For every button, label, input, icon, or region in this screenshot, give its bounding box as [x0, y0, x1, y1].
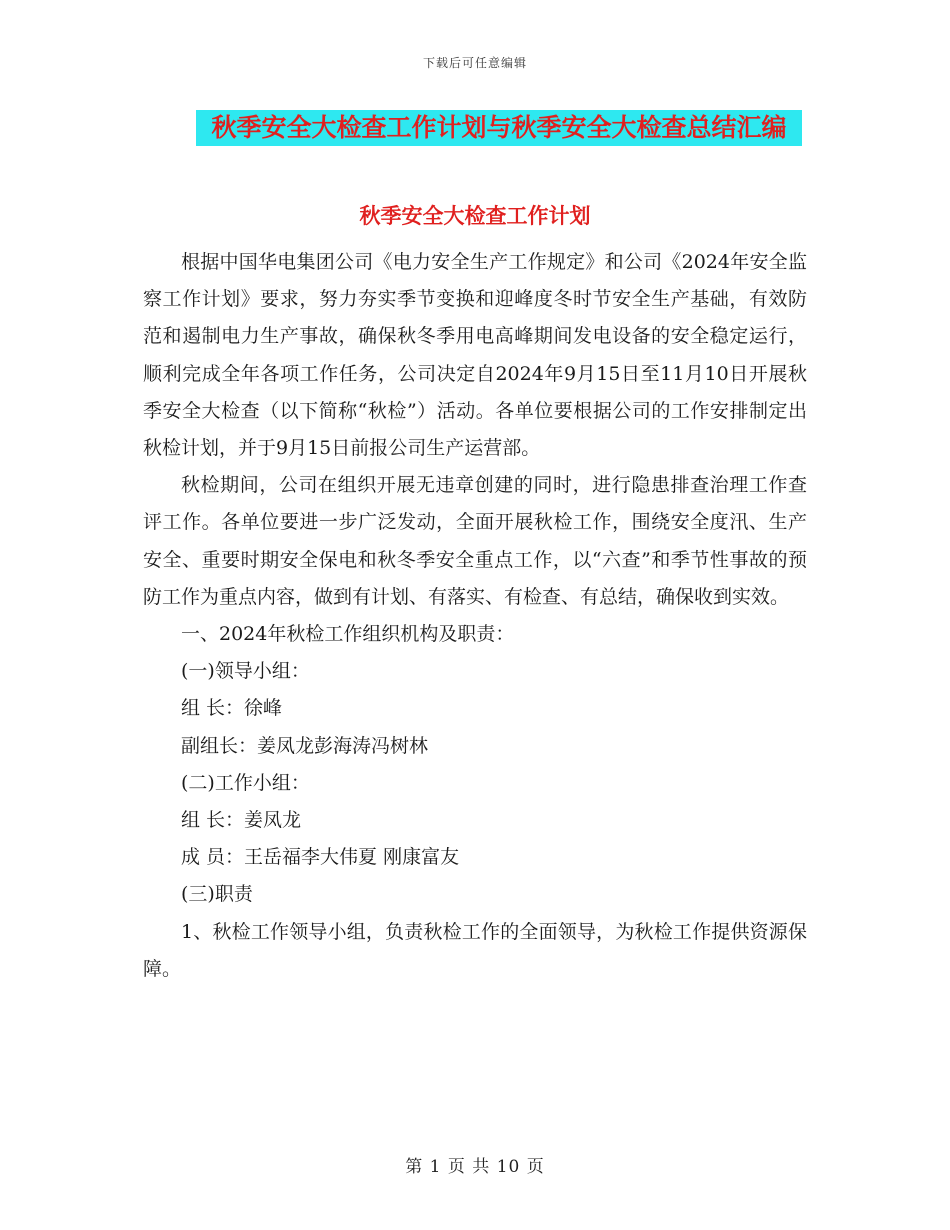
paragraph: 根据中国华电集团公司《电力安全生产工作规定》和公司《2024年安全监察工作计划》要求，努力夯实季节变换和迎峰度冬时节安全生产基础，有效防范和遏制电力生产事故，确保秋冬季用电高峰期间发电设备的安全稳定运行，顺利完成全年各项工作任务，公司决定自2024年9月15日至11月10日开展秋季安全大检查（以下简称“秋检”）活动。各单位要根据公司的工作安排制定出秋检计划，并于9月15日前报公司生产运营部。	[143, 251, 807, 460]
list-item: 组 长：徐峰	[181, 697, 283, 720]
header-note: 下载后可任意编辑	[422, 56, 527, 70]
section-heading: 一、2024年秋检工作组织机构及职责：	[181, 623, 515, 646]
list-item: 组 长：姜凤龙	[181, 809, 302, 832]
paragraph: 1、秋检工作领导小组，负责秋检工作的全面领导，为秋检工作提供资源保障。	[143, 920, 807, 980]
subsection-heading: (一)领导小组：	[181, 660, 310, 683]
list-item: 副组长：姜凤龙彭海涛冯树林	[181, 734, 429, 757]
subsection-heading: (三)职责	[181, 883, 253, 906]
document-body	[143, 244, 807, 988]
section-title: 秋季安全大检查工作计划	[359, 203, 591, 228]
paragraph: 秋检期间，公司在组织开展无违章创建的同时，进行隐患排查治理工作查评工作。各单位要进一步广泛发动，全面开展秋检工作，围绕安全度汛、生产安全、重要时期安全保电和秋冬季安全重点工作，以“六查”和季节性事故的预防工作为重点内容，做到有计划、有落实、有检查、有总结，确保收到实效。	[143, 474, 807, 608]
subsection-heading: (二)工作小组：	[181, 771, 310, 794]
page-number: 第 1 页 共 10 页	[405, 1157, 545, 1177]
list-item: 成 员：王岳福李大伟夏 刚康富友	[181, 846, 460, 869]
main-title: 秋季安全大检查工作计划与秋季安全大检查总结汇编	[211, 113, 787, 142]
